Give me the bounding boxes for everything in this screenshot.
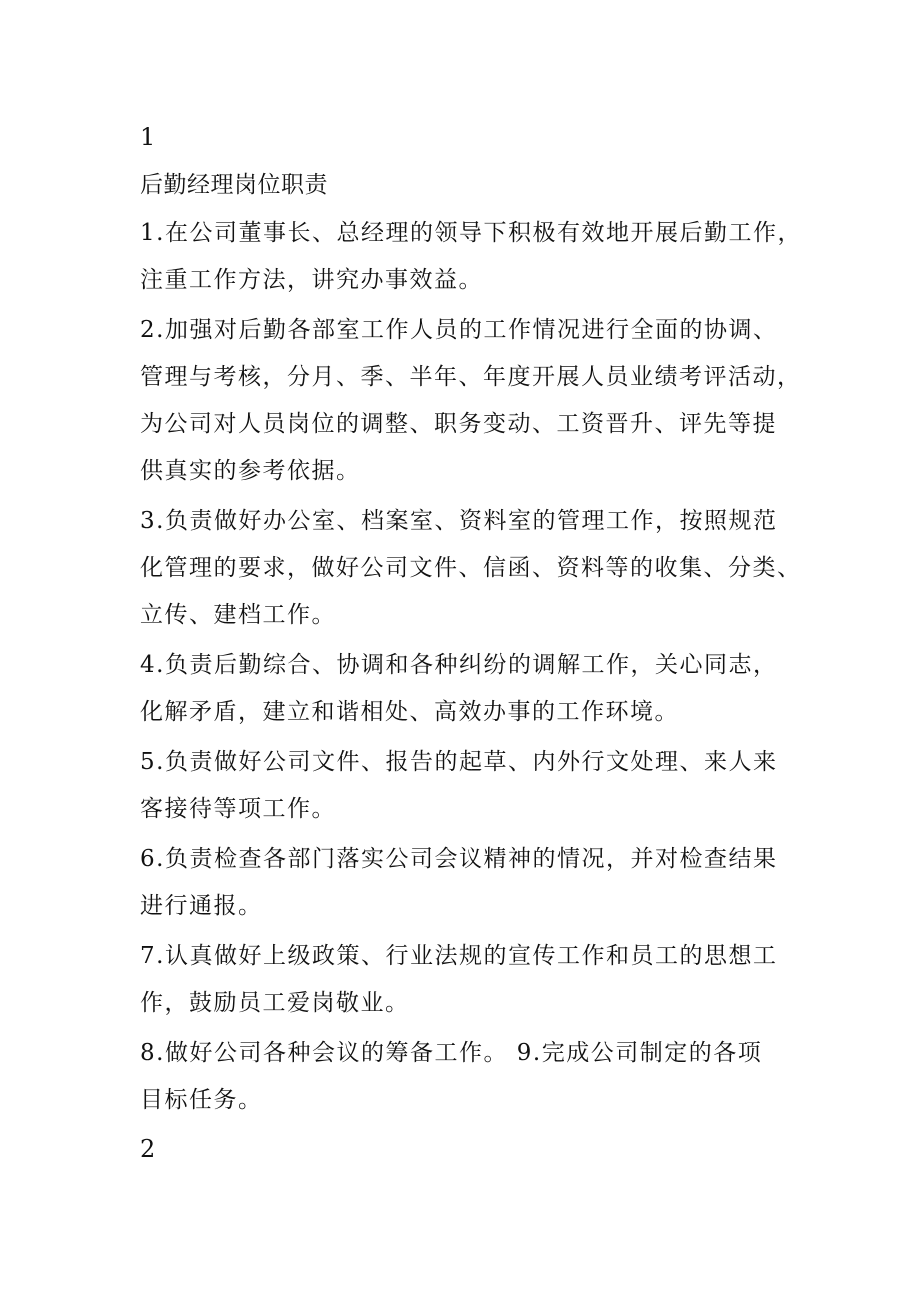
paragraph-line: 供真实的参考依据。 — [140, 458, 361, 484]
page-number-top: 1 — [140, 123, 156, 151]
paragraph-line: 进行通报。 — [140, 893, 263, 919]
paragraph-line: 目标任务。 — [140, 1087, 263, 1113]
paragraph-line: 6.负责检查各部门落实公司会议精神的情况，并对检查结果 — [140, 846, 778, 872]
document-title: 后勤经理岗位职责 — [140, 172, 328, 198]
paragraph-line: 1.在公司董事长、总经理的领导下积极有效地开展后勤工作， — [140, 220, 802, 246]
page-number-bottom: 2 — [140, 1135, 156, 1163]
paragraph-line: 作，鼓励员工爱岗敬业。 — [140, 990, 410, 1016]
paragraph-line: 化解矛盾，建立和谐相处、高效办事的工作环境。 — [140, 699, 679, 725]
paragraph-line: 注重工作方法，讲究办事效益。 — [140, 267, 483, 293]
paragraph-line: 管理与考核，分月、季、半年、年度开展人员业绩考评活动， — [140, 364, 802, 390]
paragraph-line: 为公司对人员岗位的调整、职务变动、工资晋升、评先等提 — [140, 411, 777, 437]
paragraph-line: 客接待等项工作。 — [140, 796, 336, 822]
paragraph-line: 化管理的要求，做好公司文件、信函、资料等的收集、分类、 — [140, 555, 802, 581]
paragraph-line: 3.负责做好办公室、档案室、资料室的管理工作，按照规范 — [140, 508, 778, 534]
paragraph-line: 5.负责做好公司文件、报告的起草、内外行文处理、来人来 — [140, 749, 778, 775]
paragraph-line: 2.加强对后勤各部室工作人员的工作情况进行全面的协调、 — [140, 317, 778, 343]
paragraph-line: 7.认真做好上级政策、行业法规的宣传工作和员工的思想工 — [140, 943, 778, 969]
paragraph-line: 8.做好公司各种会议的筹备工作。 9.完成公司制定的各项 — [140, 1040, 763, 1066]
paragraph-line: 立传、建档工作。 — [140, 602, 336, 628]
paragraph-line: 4.负责后勤综合、协调和各种纠纷的调解工作，关心同志， — [140, 652, 778, 678]
